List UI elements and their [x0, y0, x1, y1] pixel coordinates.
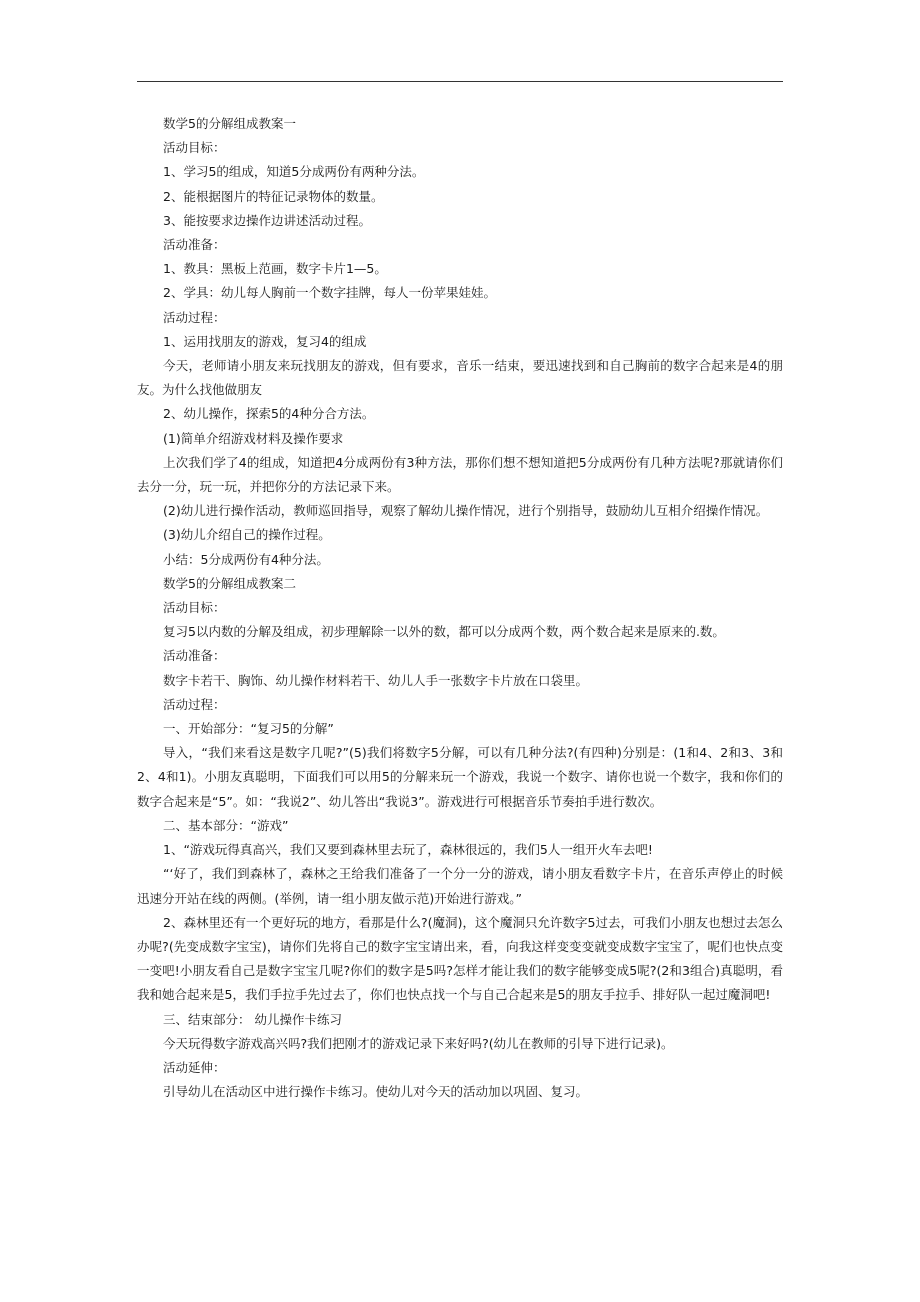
text-line: (1)简单介绍游戏材料及操作要求 — [163, 430, 344, 446]
text-line: 1、“游戏玩得真高兴，我们又要到森林里去玩了，森林很远的，我们5人一组开火车去吧! — [163, 842, 653, 858]
header-rule — [137, 81, 783, 82]
paragraph: 今天，老师请小朋友来玩找朋友的游戏，但有要求，音乐一结束，要迅速找到和自己胸前的数字合起来是4的朋友。为什么找他做朋友 — [137, 358, 783, 398]
text-line: 数学5的分解组成教案二 — [163, 575, 296, 591]
text-line: 2、学具：幼儿每人胸前一个数字挂牌，每人一份苹果娃娃。 — [163, 285, 496, 301]
text-line: 一、开始部分：“复习5的分解” — [163, 721, 334, 737]
paragraph: “‘好了，我们到森林了，森林之王给我们准备了一个分一分的游戏，请小朋友看数字卡片，在音乐声停止的时候迅速分开站在线的两侧。(举例，请一组小朋友做示范)开始进行游戏。” — [137, 866, 783, 906]
text-line: 二、基本部分：“游戏” — [163, 817, 289, 833]
text-line: 数字卡若干、胸饰、幼儿操作材料若干、幼儿人手一张数字卡片放在口袋里。 — [163, 672, 589, 688]
text-line: (3)幼儿介绍自己的操作过程。 — [163, 527, 331, 543]
text-line: (2)幼儿进行操作活动，教师巡回指导，观察了解幼儿操作情况，进行个别指导，鼓励幼儿互相介绍操作情况。 — [163, 503, 769, 519]
text-line: 引导幼儿在活动区中进行操作卡练习。使幼儿对今天的活动加以巩固、复习。 — [163, 1084, 589, 1100]
text-line: 数学5的分解组成教案一 — [163, 116, 296, 131]
text-line: 活动延伸： — [163, 1059, 226, 1075]
paragraph: 导入，“我们来看这是数字几呢?”(5)我们将数字5分解，可以有几种分法?(有四种)分别是：(1和4、2和3、3和2、4和1)。小朋友真聪明，下面我们可以用5的分解来玩一个游戏，我说一个数字、请你也说一个数字，我和你们的数字合起来是“5”。如：“我说2”、幼儿答出“我说3”。游戏进行可根据音乐节奏拍手进行数次。 — [137, 745, 783, 809]
text-line: 三、结束部分： 幼儿操作卡练习 — [163, 1011, 342, 1027]
text-line: 1、教具：黑板上范画，数字卡片1—5。 — [163, 261, 387, 277]
text-line: 小结：5分成两份有4种分法。 — [163, 551, 329, 567]
text-line: 活动目标： — [163, 140, 226, 156]
text-line: 活动过程： — [163, 309, 226, 325]
text-line: 活动准备： — [163, 237, 226, 253]
text-line: 复习5以内数的分解及组成，初步理解除一以外的数，都可以分成两个数，两个数合起来是原来的.数。 — [163, 624, 725, 640]
text-line: 1、运用找朋友的游戏，复习4的组成 — [163, 333, 367, 349]
text-line: 活动准备： — [163, 648, 226, 664]
text-line: 今天玩得数字游戏高兴吗?我们把刚才的游戏记录下来好吗?(幼儿在教师的引导下进行记录)。 — [163, 1035, 674, 1051]
text-line: 2、幼儿操作，探索5的4种分合方法。 — [163, 406, 375, 422]
text-line: 活动过程： — [163, 696, 226, 712]
document-body — [137, 112, 783, 1104]
text-line: 3、能按要求边操作边讲述活动过程。 — [163, 212, 371, 228]
paragraph: 上次我们学了4的组成，知道把4分成两份有3种方法，那你们想不想知道把5分成两份有几种方法呢?那就请你们去分一分，玩一玩，并把你分的方法记录下来。 — [137, 454, 783, 495]
paragraph: 2、森林里还有一个更好玩的地方，看那是什么?(魔洞)，这个魔洞只允许数字5过去，可我们小朋友也想过去怎么办呢?(先变成数字宝宝)，请你们先将自己的数字宝宝请出来，看，向我这样变变变就变成数字宝宝了，呢们也快点变一变吧!小朋友看自己是数字宝宝几呢?你们的数字是5吗?怎样才能让我们的数字能够变成5呢?(2和3组合)真聪明，看我和她合起来是5，我们手拉手先过去了，你们也快点找一个与自己合起来是5的朋友手拉手、排好队一起过魔洞吧! — [137, 914, 783, 1003]
text-line: 活动目标： — [163, 600, 226, 616]
text-line: 1、学习5的组成，知道5分成两份有两种分法。 — [163, 164, 425, 180]
text-line: 2、能根据图片的特征记录物体的数量。 — [163, 188, 384, 204]
